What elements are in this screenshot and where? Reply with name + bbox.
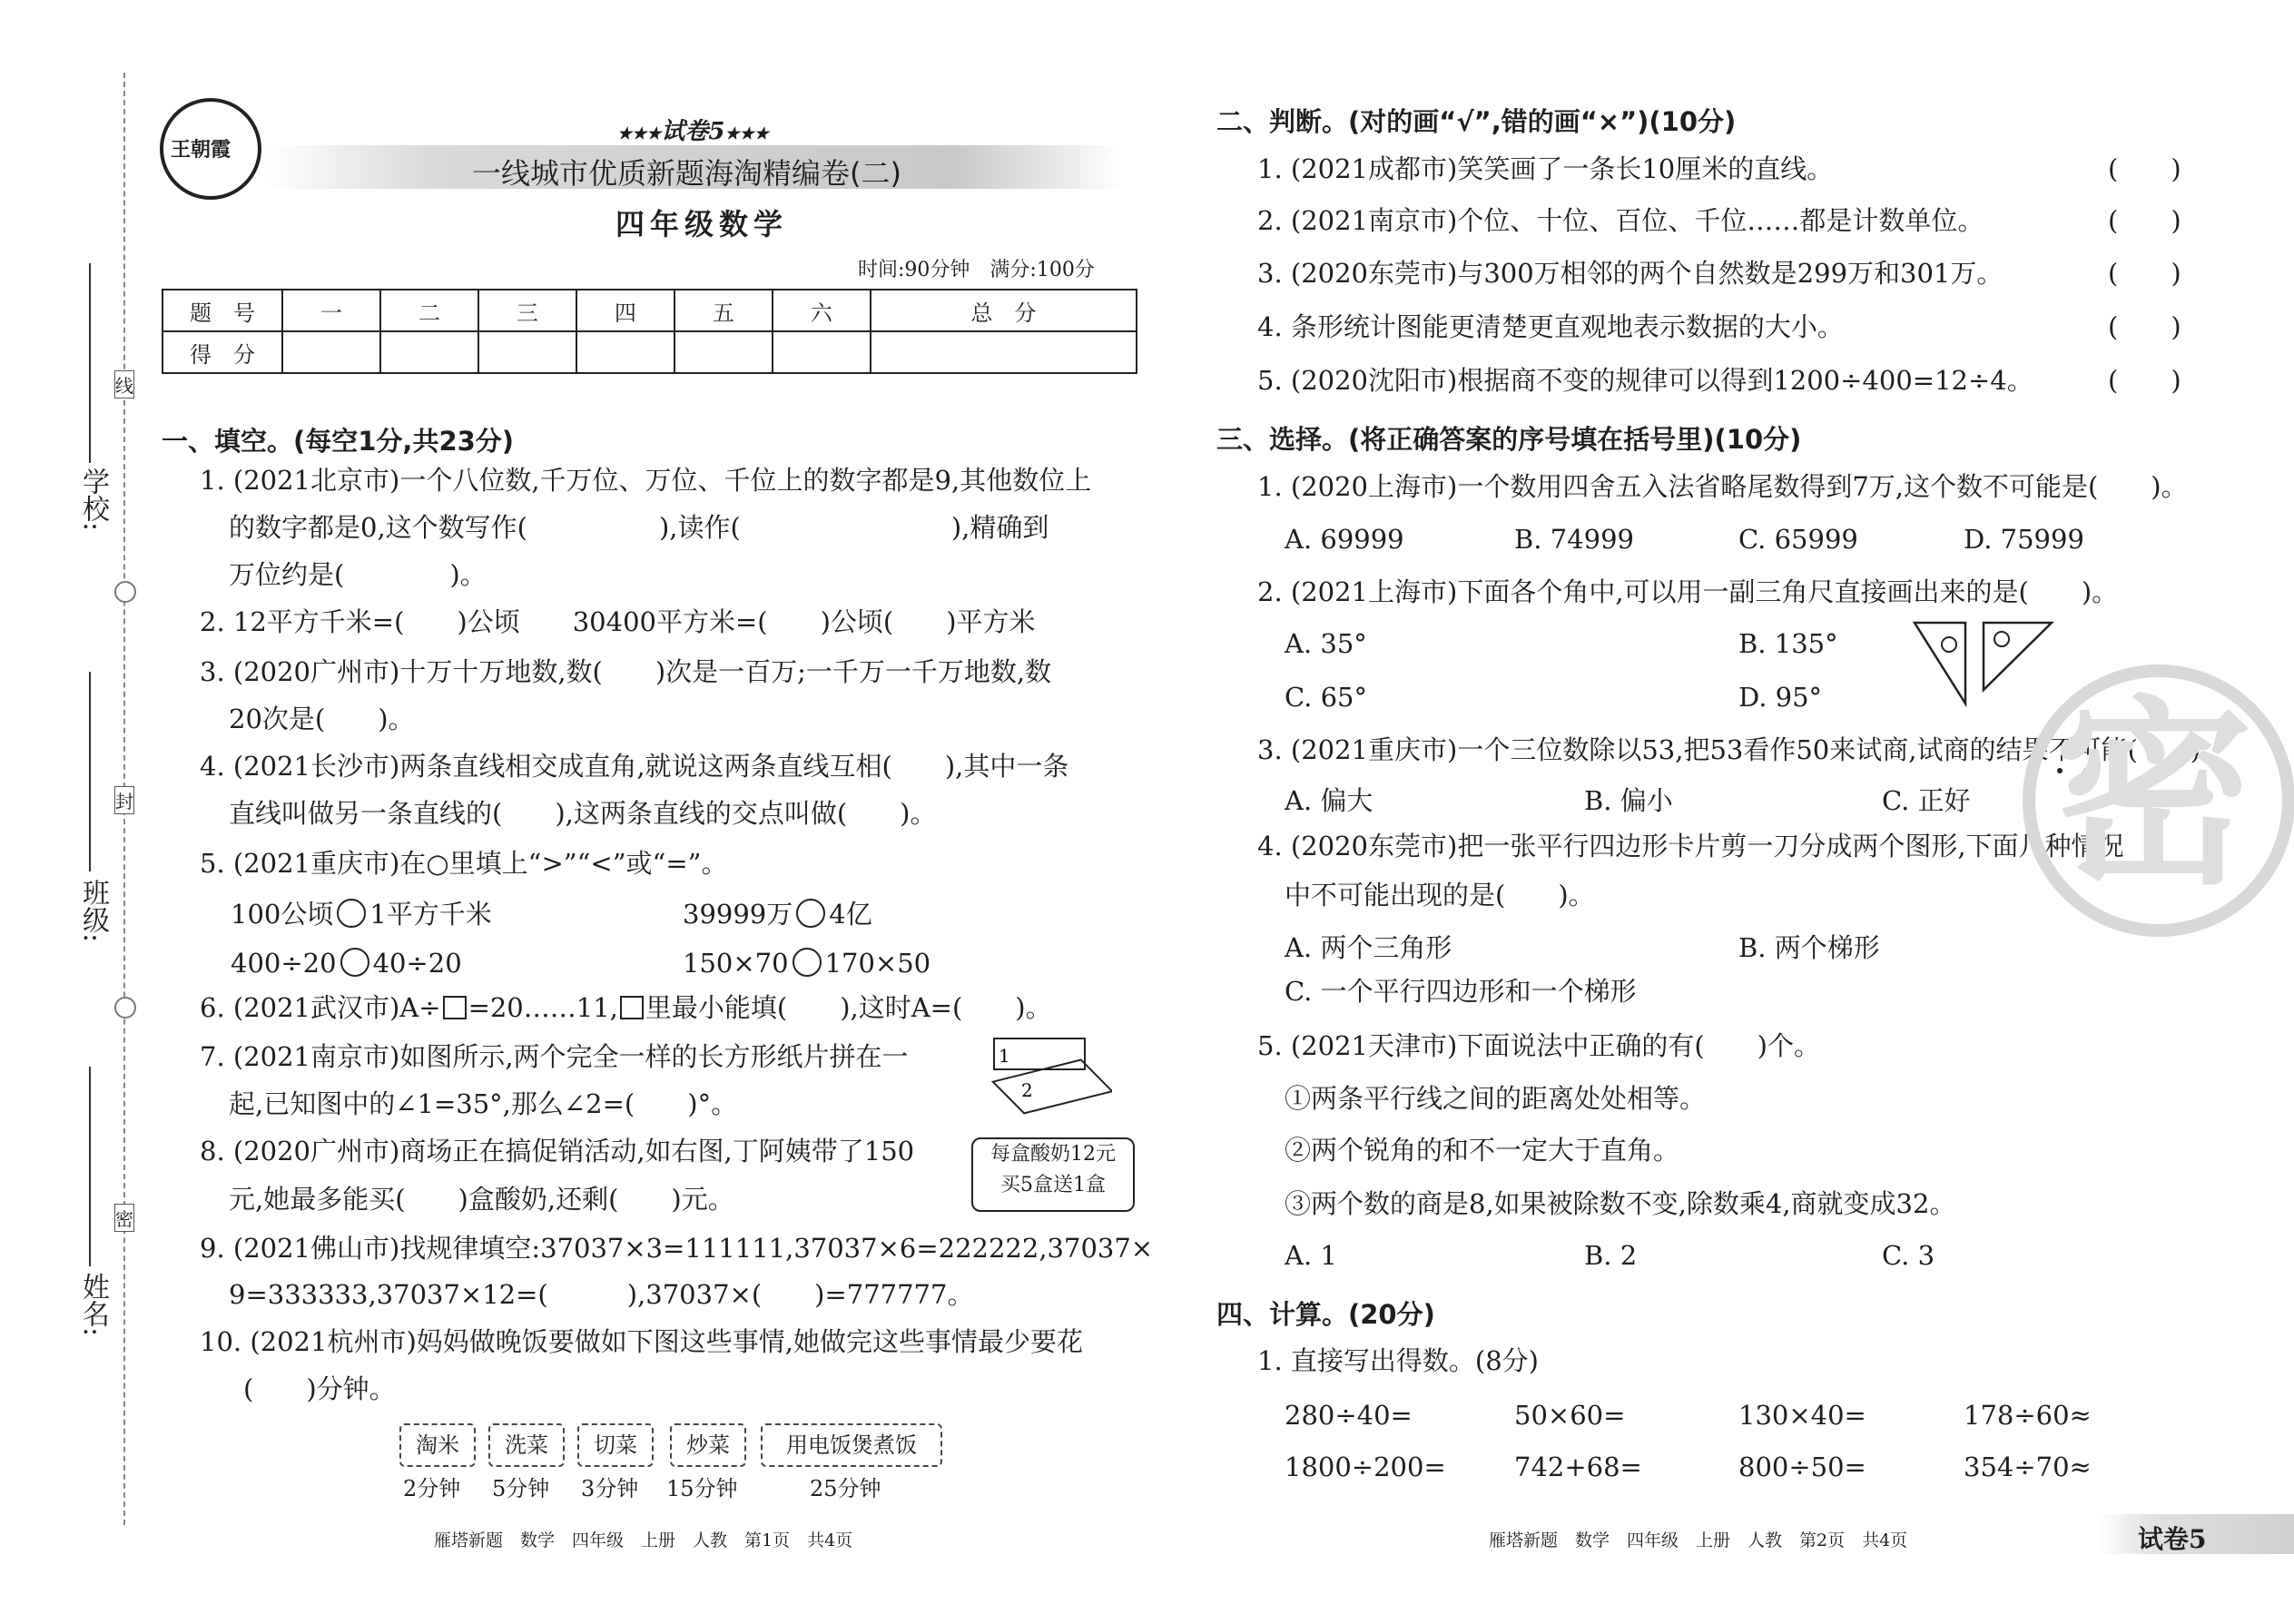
choice-option[interactable]: B. 2 (1584, 1240, 1638, 1271)
question-8-line1: 8. (2020广州市)商场正在搞促销活动,如右图,丁阿姨带了150 (200, 1136, 915, 1166)
angle-1-label: 1 (999, 1045, 1010, 1067)
binding-mark-close: 密 (114, 1204, 134, 1232)
binding-dot-2 (114, 997, 136, 1019)
question-4-line2: 直线叫做另一条直线的( ),这两条直线的交点叫做( )。 (229, 798, 937, 829)
choice-option[interactable]: B. 74999 (1514, 524, 1635, 555)
question-4-line1: 4. (2021长沙市)两条直线相交成直角,就说这两条直线互相( ),其中一条 (200, 751, 1069, 782)
calc-item: 130×40= (1738, 1400, 1866, 1431)
section-calc: 四、计算。(20分) (1216, 1299, 1435, 1330)
task-box: 切菜 (577, 1423, 654, 1467)
score-cell: 五 (674, 290, 773, 331)
set-squares-figure (1911, 617, 2056, 708)
judge-item: 3. (2020东莞市)与300万相邻的两个自然数是299万和301万。 (1257, 258, 2004, 289)
task-box: 用电饭煲煮饭 (761, 1423, 942, 1467)
question-1-line3: 万位约是( )。 (229, 559, 487, 590)
class-field[interactable] (89, 672, 91, 871)
judge-answer-paren[interactable]: ( ) (2108, 205, 2181, 236)
judge-answer-paren[interactable]: ( ) (2108, 258, 2181, 289)
badge-stars-right: ★★★ (724, 124, 769, 143)
score-row-values[interactable] (162, 331, 1137, 373)
judge-item: 5. (2020沈阳市)根据商不变的规律可以得到1200÷400=12÷4。 (1257, 365, 2033, 396)
question-7-line2: 起,已知图中的∠1=35°,那么∠2=( )°。 (229, 1088, 738, 1119)
calc-item: 800÷50= (1738, 1452, 1866, 1482)
choice-option[interactable]: A. 偏大 (1285, 785, 1373, 816)
score-cell: 得 分 (162, 331, 282, 373)
task-time: 15分钟 (666, 1476, 738, 1501)
choice-option[interactable]: A. 69999 (1285, 524, 1404, 555)
choice-option[interactable]: C. 3 (1882, 1240, 1935, 1271)
compare-circle[interactable] (793, 948, 822, 977)
section-fill-blank: 一、填空。(每空1分,共23分) (162, 426, 515, 457)
binding-mark-line: 线 (114, 370, 134, 399)
judge-answer-paren[interactable]: ( ) (2108, 153, 2181, 184)
compare-row-2a: 400÷20 40÷20 (231, 948, 462, 979)
score-input[interactable] (282, 331, 380, 373)
choice-4-line1: 4. (2020东莞市)把一张平行四边形卡片剪一刀分成两个图形,下面几种情况 (1257, 831, 2124, 861)
score-cell: 一 (282, 290, 380, 331)
judge-answer-paren[interactable]: ( ) (2108, 311, 2181, 342)
logo-text: 王朝霞 (171, 138, 231, 162)
corner-tag-label: 试卷5 (2138, 1524, 2207, 1554)
time-info: 时间:90分钟 满分:100分 (858, 259, 1095, 281)
score-input[interactable] (773, 331, 871, 373)
promo-line-1: 每盒酸奶12元 (990, 1143, 1116, 1166)
angle-2-label: 2 (1021, 1079, 1033, 1101)
choice-option[interactable]: C. 65° (1285, 682, 1367, 713)
question-7-line1: 7. (2021南京市)如图所示,两个完全一样的长方形纸片拼在一 (200, 1041, 909, 1072)
score-row-header (162, 290, 1137, 331)
choice-1: 1. (2020上海市)一个数用四舍五入法省略尾数得到7万,这个数不可能是( )。 (1257, 471, 2188, 502)
binding-mark-seal: 封 (114, 786, 134, 814)
exam-title: 一线城市优质新题海淘精编卷(二) (472, 156, 901, 191)
choice-option[interactable]: D. 75999 (1964, 524, 2084, 555)
choice-option[interactable]: A. 两个三角形 (1285, 932, 1452, 963)
calc-title: 1. 直接写出得数。(8分) (1257, 1345, 1539, 1376)
judge-item: 4. 条形统计图能更清楚更直观地表示数据的大小。 (1257, 311, 1844, 342)
school-field[interactable] (89, 263, 91, 463)
choice-4-line2: 中不可能出现的是( )。 (1285, 880, 1595, 910)
task-time: 5分钟 (492, 1476, 550, 1501)
promo-box (971, 1137, 1135, 1212)
footer-right: 雁塔新题 数学 四年级 上册 人教 第2页 共4页 (1489, 1530, 1908, 1550)
school-label: 学校: (77, 468, 109, 532)
score-table (162, 289, 1137, 374)
watermark-seal (2023, 664, 2294, 937)
score-input[interactable] (674, 331, 773, 373)
task-box: 炒菜 (670, 1423, 746, 1467)
choice-option[interactable]: C. 一个平行四边形和一个梯形 (1285, 976, 1637, 1007)
square-blank (620, 996, 644, 1019)
binding-dot-1 (114, 581, 136, 603)
choice-option[interactable]: B. 偏小 (1584, 785, 1673, 816)
score-cell: 题 号 (162, 290, 282, 331)
question-10-line1: 10. (2021杭州市)妈妈做晚饭要做如下图这些事情,她做完这些事情最少要花 (200, 1326, 1083, 1357)
calc-item: 1800÷200= (1285, 1452, 1446, 1482)
judge-item: 2. (2021南京市)个位、十位、百位、千位……都是计数单位。 (1257, 205, 1984, 236)
choice-option[interactable]: B. 两个梯形 (1738, 932, 1880, 963)
statement: ①两条平行线之间的距离处处相等。 (1285, 1083, 1707, 1114)
calc-item: 50×60= (1514, 1400, 1626, 1431)
judge-answer-paren[interactable]: ( ) (2108, 365, 2181, 396)
calc-item: 354÷70≈ (1964, 1452, 2092, 1482)
task-time: 2分钟 (403, 1476, 461, 1501)
calc-item: 742+68= (1514, 1452, 1642, 1482)
square-blank (443, 996, 467, 1019)
exam-subject: 四年级数学 (615, 207, 789, 241)
section-judge: 二、判断。(对的画“√”,错的画“×”)(10分) (1216, 106, 1737, 137)
question-3-line1: 3. (2020广州市)十万十万地数,数( )次是一百万;一千万一千万地数,数 (200, 656, 1052, 687)
score-input[interactable] (478, 331, 576, 373)
question-2: 2. 12平方千米=( )公顷 30400平方米=( )公顷( )平方米 (200, 606, 1036, 637)
compare-row-2b: 150×70 170×50 (683, 948, 931, 979)
score-input[interactable] (576, 331, 674, 373)
watermark-char: 密 (2053, 679, 2254, 911)
calc-item: 280÷40= (1285, 1400, 1413, 1431)
score-cell: 总 分 (871, 290, 1137, 331)
choice-option[interactable]: A. 35° (1285, 628, 1367, 659)
score-cell: 三 (478, 290, 576, 331)
badge: ★★★试卷5★★★ (617, 118, 769, 145)
footer-left: 雁塔新题 数学 四年级 上册 人教 第1页 共4页 (434, 1530, 853, 1550)
score-cell: 四 (576, 290, 674, 331)
choice-2: 2. (2021上海市)下面各个角中,可以用一副三角尺直接画出来的是( )。 (1257, 576, 2119, 607)
choice-option[interactable]: B. 135° (1738, 628, 1838, 659)
question-5: 5. (2021重庆市)在○里填上“>”“<”或“=”。 (200, 848, 728, 879)
compare-row-1b: 39999万 4亿 (683, 899, 872, 930)
compare-circle[interactable] (340, 948, 369, 977)
score-cell: 二 (380, 290, 478, 331)
task-time: 3分钟 (581, 1476, 639, 1501)
score-input[interactable] (871, 331, 1137, 373)
judge-item: 1. (2021成都市)笑笑画了一条长10厘米的直线。 (1257, 153, 1834, 184)
question-1-line2: 的数字都是0,这个数写作( ),读作( ),精确到 (229, 512, 1049, 543)
score-cell: 六 (773, 290, 871, 331)
promo-line-2: 买5盒送1盒 (1000, 1174, 1106, 1196)
question-8-line2: 元,她最多能买( )盒酸奶,还剩( )元。 (229, 1184, 734, 1215)
compare-circle[interactable] (796, 899, 825, 928)
score-input[interactable] (380, 331, 478, 373)
name-field[interactable] (89, 1067, 91, 1266)
calc-item: 178÷60≈ (1964, 1400, 2092, 1431)
rectangles-figure (989, 1035, 1112, 1121)
task-box: 洗菜 (488, 1423, 565, 1467)
question-10-line2: ( )分钟。 (243, 1373, 396, 1404)
logo (160, 98, 261, 200)
question-1-line1: 1. (2021北京市)一个八位数,千万位、万位、千位上的数字都是9,其他数位上 (200, 465, 1092, 496)
corner-tag (2097, 1514, 2294, 1554)
choice-option[interactable]: A. 1 (1285, 1240, 1337, 1271)
question-3-line2: 20次是( )。 (229, 704, 415, 734)
compare-circle[interactable] (337, 899, 366, 928)
choice-option[interactable]: C. 正好 (1882, 785, 1971, 816)
question-9-line2: 9=333333,37037×12=( ),37037×( )=777777。 (229, 1279, 974, 1310)
name-label: 姓名: (77, 1273, 109, 1337)
task-time: 25分钟 (810, 1476, 881, 1501)
choice-5: 5. (2021天津市)下面说法中正确的有( )个。 (1257, 1030, 1820, 1061)
class-label: 班级: (77, 879, 109, 943)
choice-option[interactable]: C. 65999 (1738, 524, 1858, 555)
statement: ③两个数的商是8,如果被除数不变,除数乘4,商就变成32。 (1285, 1188, 1956, 1219)
question-9-line1: 9. (2021佛山市)找规律填空:37037×3=111111,37037×6=222222,37037× (200, 1233, 1154, 1264)
statement: ②两个锐角的和不一定大于直角。 (1285, 1135, 1680, 1166)
task-box: 淘米 (399, 1423, 476, 1467)
choice-3: 3. (2021重庆市)一个三位数除以53,把53看作50来试商,试商的结果不可能( )。 (1257, 734, 2228, 765)
section-choice: 三、选择。(将正确答案的序号填在括号里)(10分) (1216, 424, 1802, 455)
choice-option[interactable]: D. 95° (1738, 682, 1823, 713)
compare-row-1a: 100公顷 1平方千米 (231, 899, 492, 930)
badge-stars-left: ★★★ (617, 124, 662, 143)
question-6: 6. (2021武汉市)A÷ =20……11, 里最小能填( ),这时A=( )。 (200, 992, 1052, 1023)
